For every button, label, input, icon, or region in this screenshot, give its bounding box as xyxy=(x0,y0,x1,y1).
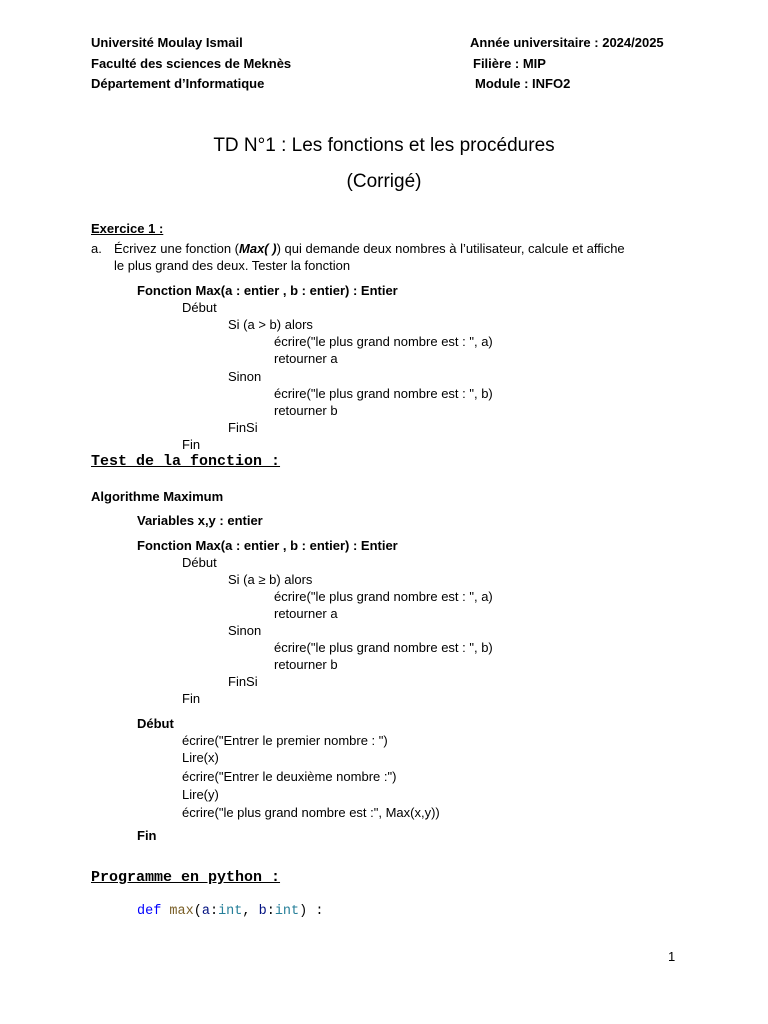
algo1-line: Sinon xyxy=(228,369,262,384)
department-name: Département d’Informatique xyxy=(91,76,265,91)
main-line: Lire(y) xyxy=(182,787,219,802)
algo1-line: Début xyxy=(182,300,217,315)
faculty-name: Faculté des sciences de Meknès xyxy=(91,56,292,71)
algo2-line: retourner b xyxy=(274,657,338,672)
page-number: 1 xyxy=(668,949,676,964)
python-def-line: def max(a:int, b:int) : xyxy=(137,904,324,919)
algo1-line: écrire("le plus grand nombre est : ", b) xyxy=(274,386,493,401)
university-name: Université Moulay Ismail xyxy=(91,35,243,50)
algo1-line: écrire("le plus grand nombre est : ", a) xyxy=(274,334,493,349)
algo2-line: FinSi xyxy=(228,674,258,689)
algo2-title: Algorithme Maximum xyxy=(91,489,224,504)
main-line: Lire(x) xyxy=(182,750,219,765)
algo2-line: retourner a xyxy=(274,606,338,621)
main-line: écrire("Entrer le premier nombre : ") xyxy=(182,733,388,748)
function-name: Max( ) xyxy=(239,241,277,256)
main-begin: Début xyxy=(137,716,174,731)
algo2-line: écrire("le plus grand nombre est : ", a) xyxy=(274,589,493,604)
algo1-signature: Fonction Max(a : entier , b : entier) : Entier xyxy=(137,283,398,298)
program-name: Filière : MIP xyxy=(473,56,546,71)
main-end: Fin xyxy=(137,828,157,843)
algo1-line: Fin xyxy=(182,437,201,452)
algo2-variables: Variables x,y : entier xyxy=(137,513,263,528)
main-line: écrire("Entrer le deuxième nombre :") xyxy=(182,769,397,784)
question-line-2: le plus grand des deux. Tester la fonction xyxy=(114,258,351,273)
algo2-line: Début xyxy=(182,555,217,570)
exercise-heading: Exercice 1 : xyxy=(91,221,164,236)
algo1-line: Si (a > b) alors xyxy=(228,317,313,332)
academic-year: Année universitaire : 2024/2025 xyxy=(470,35,664,50)
algo1-line: retourner b xyxy=(274,403,338,418)
question-line-1: Écrivez une fonction (Max( )) qui demande deux nombres à l’utilisateur, calcule et affiche xyxy=(114,241,625,256)
algo2-line: Sinon xyxy=(228,623,262,638)
test-heading: Test de la fonction : xyxy=(91,453,281,470)
python-heading: Programme en python : xyxy=(91,869,281,886)
item-marker: a. xyxy=(91,241,102,256)
algo2-line: Fin xyxy=(182,691,201,706)
algo1-line: retourner a xyxy=(274,351,338,366)
document-subtitle: (Corrigé) xyxy=(346,171,422,192)
algo2-line: écrire("le plus grand nombre est : ", b) xyxy=(274,640,493,655)
module-name: Module : INFO2 xyxy=(475,76,571,91)
algo1-line: FinSi xyxy=(228,420,258,435)
document-title: TD N°1 : Les fonctions et les procédures xyxy=(213,135,555,156)
algo2-line: Si (a ≥ b) alors xyxy=(228,572,313,587)
main-line: écrire("le plus grand nombre est :", Max(x,y)) xyxy=(182,805,440,820)
algo2-signature: Fonction Max(a : entier , b : entier) : Entier xyxy=(137,538,398,553)
